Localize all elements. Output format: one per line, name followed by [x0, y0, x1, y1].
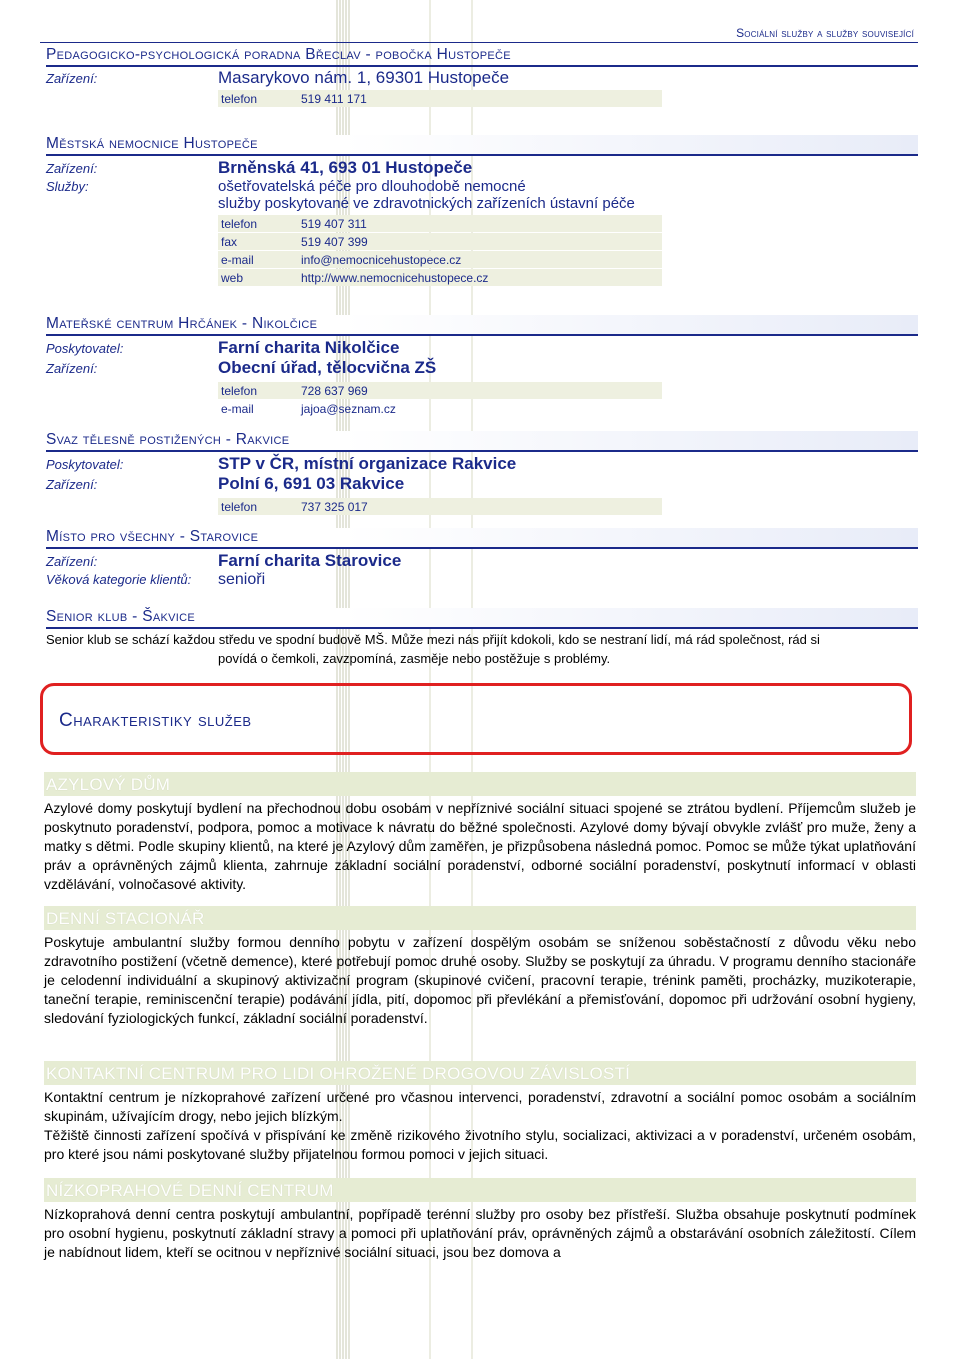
section-paragraph: Těžiště činnosti zařízení spočívá v přispívání ke změně rizikového životního stylu, socializaci, aktivizaci a v poradenství, určeném osobám, pro které jsou námi poskytované služby přijatelnou formou pomoci v jejich situaci. [44, 1127, 916, 1162]
field-label: Zařízení: [46, 361, 98, 376]
page-category-header: Sociální služby a služby související [736, 26, 914, 40]
contact-key: telefon [221, 216, 258, 231]
field-value: Masarykovo nám. 1, 69301 Hustopeče [218, 68, 510, 87]
contact-row [218, 233, 662, 250]
contact-value: 519 407 311 [301, 216, 367, 231]
field-label: Zařízení: [46, 161, 98, 176]
contact-key: telefon [221, 499, 258, 514]
contact-value: 728 637 969 [301, 383, 368, 398]
contact-value: 519 411 171 [301, 91, 367, 106]
field-label: Zařízení: [46, 477, 98, 492]
org-title: Městská nemocnice Hustopeče [46, 135, 918, 156]
section-heading: AZYLOVÝ DŮM [44, 772, 916, 796]
field-value: Obecní úřad, tělocvična ZŠ [218, 358, 437, 377]
section-heading: KONTAKTNÍ CENTRUM PRO LIDI OHROŽENÉ DROGOVOU ZÁVISLOSTÍ [44, 1061, 916, 1085]
contact-value: 737 325 017 [301, 499, 368, 514]
contact-web-link[interactable]: http://www.nemocnicehustopece.cz [301, 270, 489, 285]
field-value: Farní charita Starovice [218, 551, 402, 570]
field-value-line2: služby poskytované ve zdravotnických zařízeních ústavní péče [218, 195, 635, 212]
field-label: Zařízení: [46, 554, 98, 569]
contact-value: 519 407 399 [301, 234, 368, 249]
org-block-ppp [46, 46, 918, 108]
section-nizkoprahove-centrum [44, 1178, 916, 1262]
section-heading: DENNÍ STACIONÁŘ [44, 906, 916, 930]
characteristics-title-frame [40, 683, 912, 755]
org-block-materske-centrum [46, 315, 918, 418]
contact-key: telefon [221, 383, 258, 398]
org-title: Svaz tělesně postižených - Rakvice [46, 431, 918, 452]
field-label: Zařízení: [46, 71, 98, 86]
field-value: Polní 6, 691 03 Rakvice [218, 474, 405, 493]
field-value: Brněnská 41, 693 01 Hustopeče [218, 158, 473, 177]
org-title: Senior klub - Šakvice [46, 608, 918, 629]
field-label: Služby: [46, 179, 89, 194]
field-value: senioři [218, 571, 266, 588]
org-block-misto-pro-vsechny [46, 528, 918, 589]
contact-key: web [221, 270, 244, 285]
section-denni-stacionar [44, 906, 916, 1028]
section-paragraph: Poskytuje ambulantní služby formou denního pobytu v zařízení dospělým osobám se sníženou soběstačností z důvodu věku nebo zdravotního postižení (včetně demence), které potřebují pomoc druhé osoby. Služby se poskytují za úhradu. V programu denního stacionáře je celodenní individuální a skupinový aktivizační program (skupinové cvičení, pracovní terapie, trénink paměti, procházky, muzikoterapie, taneční terapie, reminiscenční terapie) podávání jídla, pití, dopomoc při převlékání a přemisťování, dopomoc při udržování osobní hygieny, sledování fyziologických funkcí, základní sociální poradenství. [44, 934, 916, 1026]
field-label: Poskytovatel: [46, 457, 124, 472]
contact-row [218, 269, 662, 286]
org-title: Mateřské centrum Hrčánek - Nikolčice [46, 315, 918, 336]
contact-email-link[interactable]: jajoa@seznam.cz [301, 401, 396, 416]
contact-row [218, 215, 662, 232]
section-heading: NÍZKOPRAHOVÉ DENNÍ CENTRUM [44, 1178, 916, 1202]
section-kontaktni-centrum [44, 1061, 916, 1164]
contact-key: e-mail [221, 401, 254, 416]
contact-key: fax [221, 234, 238, 249]
contact-row [218, 498, 662, 515]
org-description: Senior klub se schází každou středu ve spodní budově MŠ. Může mezi nás přijít kdokoli, kdo se nestraní lidí, má rád společnost, rád si [46, 632, 820, 647]
section-paragraph: Nízkoprahová denní centra poskytují ambulantní, popřípadě terénní služby pro osoby bez přístřeší. Služba obsahuje poskytnutí podmínek pro osobní hygienu, poskytnutí základní stravy a pomoci při uplatňování práv, oprávněných zájmů a obstarávání osobních záležitostí. Cílem je nabídnout lidem, kteří se ocitnou v nepříznivé sociální situaci, jsou bez domova a [44, 1206, 916, 1260]
section-azylovy-dum [44, 772, 916, 894]
contact-email-link[interactable]: info@nemocnicehustopece.cz [301, 252, 462, 267]
contact-key: telefon [221, 91, 258, 106]
contact-row [218, 400, 662, 417]
field-value: Farní charita Nikolčice [218, 338, 400, 357]
field-value: ošetřovatelská péče pro dlouhodobě nemocné [218, 178, 526, 195]
field-label: Poskytovatel: [46, 341, 124, 356]
section-paragraph: Kontaktní centrum je nízkoprahové zařízení určené pro včasnou intervenci, poradenství, zdravotní a sociální pomoc osobám a sociálním skupinám, užívajícím drogy, nebo jejich blízkým. [44, 1089, 916, 1124]
field-label: Věková kategorie klientů: [46, 572, 192, 587]
contact-key: e-mail [221, 252, 254, 267]
org-block-hospital [46, 135, 918, 287]
org-block-senior-klub [46, 608, 918, 668]
section-paragraph: Azylové domy poskytují bydlení na přechodnou dobu osobám v nepříznivé sociální situaci spojené se ztrátou bydlení. Příjemcům služeb je poskytnuto poradenství, podpora, pomoc a motivace k návratu do běžné společnosti. Azylové domy bývají obvykle zvlášť pro muže, ženy a matky s dětmi. Podle skupiny klientů, na které je Azylový dům zaměřen, je přizpůsobena následná pomoc. Pomoc se může týkat uplatňování práv a oprávněných zájmů klienta, zahrnuje základní sociální poradenství, odborné sociální poradenství, poskytnutí informací v oblasti vzdělávání, volnočasové aktivity. [44, 800, 916, 892]
contact-row [218, 382, 662, 399]
characteristics-title: Charakteristiky služeb [59, 710, 252, 731]
contact-row [218, 90, 662, 107]
org-title: Pedagogicko-psychologická poradna Břeclav - pobočka Hustopeče [46, 46, 918, 67]
org-description-line2: povídá o čemkoli, zavzpomíná, zasměje nebo postěžuje s problémy. [218, 651, 611, 666]
contact-row [218, 251, 662, 268]
field-value: STP v ČR, místní organizace Rakvice [218, 454, 517, 473]
org-title: Místo pro všechny - Starovice [46, 528, 918, 549]
header-rule [40, 42, 918, 43]
org-block-stp-rakvice [46, 431, 918, 516]
